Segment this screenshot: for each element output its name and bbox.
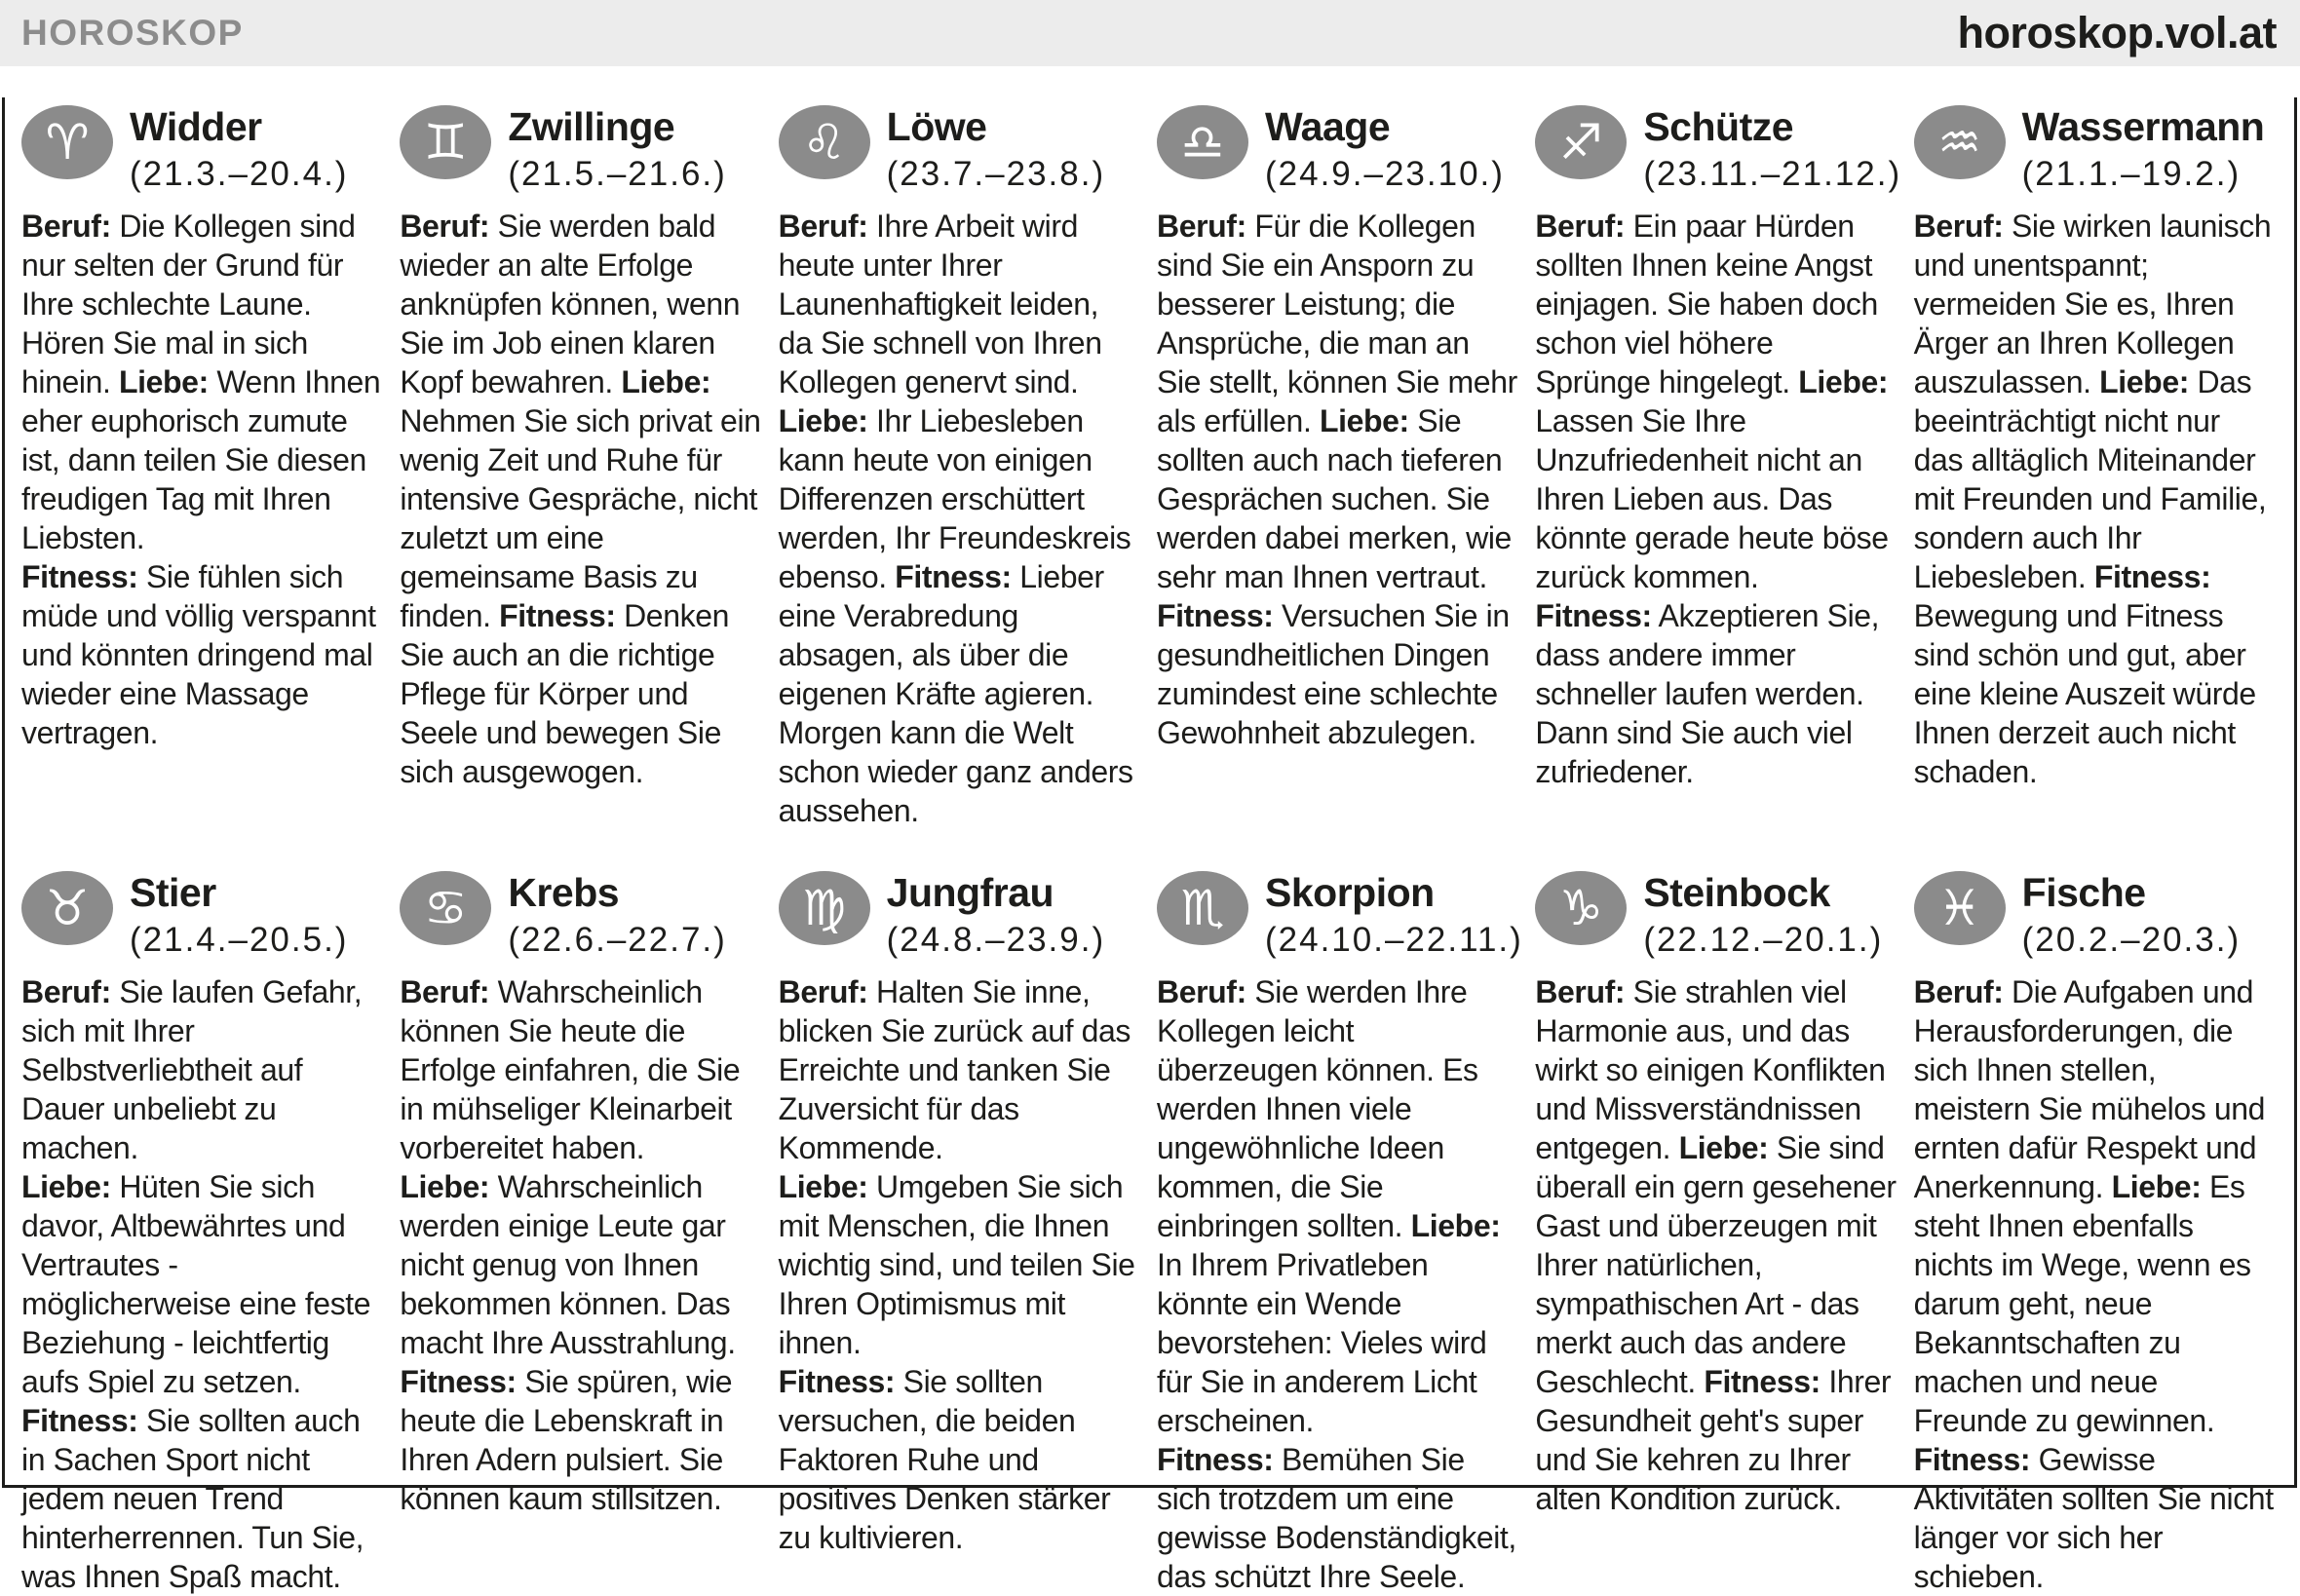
card-titles bbox=[887, 105, 1105, 194]
zodiac-symbol: ♊ bbox=[423, 114, 468, 171]
card-titles bbox=[508, 871, 726, 960]
zodiac-symbol: ♋ bbox=[423, 880, 468, 937]
horoscope-paragraph: Liebe: Hüten Sie sich davor, Altbewährtes und Vertrautes - möglicherweise eine feste Beziehung - leichtfertig aufs Spiel zu setzen. Fitness: Sie sollten auch in Sachen Sport nicht jedem neuen Trend hinterherrennen. Tun Sie, was Ihnen Spaß macht. bbox=[21, 1169, 371, 1595]
sign-dates: (21.3.–20.4.) bbox=[130, 155, 349, 194]
widder-card bbox=[21, 105, 382, 830]
card-titles bbox=[1643, 104, 1902, 194]
steinbock-card bbox=[1535, 871, 1896, 1596]
sign-dates: (24.8.–23.9.) bbox=[886, 921, 1106, 960]
horoscope-paragraph: Fitness: Sie fühlen sich müde und völlig verspannt und könnten dringend mal wieder eine Massage vertragen. bbox=[21, 559, 376, 751]
card-header bbox=[400, 871, 760, 960]
zodiac-symbol: ♍ bbox=[802, 880, 847, 937]
loewe-lion-icon bbox=[779, 105, 870, 179]
loewe-card bbox=[779, 105, 1139, 830]
card-titles bbox=[1643, 871, 1883, 960]
card-header bbox=[1914, 105, 2275, 194]
steinbock-goat-icon bbox=[1535, 871, 1627, 945]
sign-horoscope bbox=[1157, 207, 1517, 752]
horoscope-paragraph: Beruf: Ein paar Hürden sollten Ihnen keine Angst einjagen. Sie haben doch schon viel höhere Sprünge hingelegt. Liebe: Lassen Sie Ihre Unzufriedenheit nicht an Ihren Lieben aus. Das könnte gerade heute böse zurück kommen. bbox=[1535, 209, 1889, 595]
sign-dates: (21.5.–21.6.) bbox=[508, 155, 727, 194]
sign-dates: (20.2.–20.3.) bbox=[2021, 921, 2242, 960]
horoscope-paragraph: Beruf: Die Kollegen sind nur selten der Grund für Ihre schlechte Laune. Hören Sie mal in sich hinein. Liebe: Wenn Ihnen eher euphorisch zumute ist, dann teilen Sie diesen freudigen Tag mit Ihren Liebsten. bbox=[21, 209, 381, 556]
sign-dates: (22.12.–20.1.) bbox=[1643, 921, 1884, 960]
page-title: HOROSKOP bbox=[21, 13, 244, 53]
horoscope-paragraph: Beruf: Sie wirken launisch und unentspannt; vermeiden Sie es, Ihren Ärger an Ihren Kollegen auszulassen. Liebe: Das beeinträchtigt nicht nur das alltäglich Miteinander mit Freunden und Familie, sondern auch Ihr Liebesleben. Fitness: Bewegung und Fitness sind schön und gut, aber eine kleine Auszeit würde Ihnen derzeit auch nicht schaden. bbox=[1913, 209, 2272, 790]
card-header bbox=[21, 871, 382, 960]
zwillinge-twins-icon bbox=[400, 105, 491, 179]
card-header bbox=[779, 871, 1139, 960]
zodiac-grid bbox=[0, 66, 2300, 1596]
sign-name: Widder bbox=[130, 104, 262, 149]
horoscope-paragraph: Beruf: Für die Kollegen sind Sie ein Ansporn zu besserer Leistung; die Ansprüche, die man an Sie stellt, können Sie mehr als erfüllen. Liebe: Sie sollten auch nach tieferen Gesprächen suchen. Sie werden dabei merken, wie sehr man Ihnen vertraut. bbox=[1157, 209, 1517, 595]
horoscope-paragraph: Beruf: Sie werden bald wieder an alte Erfolge anknüpfen können, wenn Sie im Job einen klaren Kopf bewahren. Liebe: Nehmen Sie sich privat ein wenig Zeit und Ruhe für intensive Gespräche, nicht zuletzt um eine gemeinsame Basis zu finden. Fitness: Denken Sie auch an die richtige Pflege für Körper und Seele und bewegen Sie sich ausgewogen. bbox=[400, 209, 761, 790]
zodiac-symbol: ♌ bbox=[802, 114, 847, 171]
sign-horoscope bbox=[1914, 207, 2275, 791]
card-titles bbox=[130, 105, 348, 194]
sign-name: Jungfrau bbox=[886, 870, 1054, 916]
card-header bbox=[21, 105, 382, 194]
wassermann-card bbox=[1914, 105, 2275, 830]
horoscope-paragraph: Fitness: Sie spüren, wie heute die Lebenskraft in Ihren Adern pulsiert. Sie können kaum stillsitzen. bbox=[400, 1364, 733, 1517]
card-titles bbox=[1265, 105, 1505, 194]
zwillinge-card bbox=[400, 105, 760, 830]
zodiac-symbol: ♓ bbox=[1937, 880, 1982, 937]
sign-horoscope bbox=[1535, 207, 1896, 791]
waage-scales-icon bbox=[1157, 105, 1248, 179]
sign-dates: (24.9.–23.10.) bbox=[1265, 155, 1505, 194]
horoscope-paragraph: Beruf: Sie laufen Gefahr, sich mit Ihrer Selbstverliebtheit auf Dauer unbeliebt zu machen. bbox=[21, 974, 363, 1166]
horoscope-paragraph: Fitness: Akzeptieren Sie, dass andere immer schneller laufen werden. Dann sind Sie auch viel zufriedener. bbox=[1535, 598, 1880, 790]
zodiac-symbol: ♎ bbox=[1180, 114, 1225, 171]
stier-card bbox=[21, 871, 382, 1596]
sign-horoscope bbox=[779, 207, 1139, 830]
sign-horoscope bbox=[1914, 972, 2275, 1596]
sign-dates: (24.10.–22.11.) bbox=[1265, 921, 1523, 960]
horoscope-paragraph: Fitness: Sie sollten versuchen, die beiden Faktoren Ruhe und positives Denken stärker zu kultivieren. bbox=[778, 1364, 1111, 1556]
horoscope-paragraph: Fitness: Versuchen Sie in gesundheitlichen Dingen zumindest eine schlechte Gewohnheit abzulegen. bbox=[1157, 598, 1510, 751]
zodiac-symbol: ♑ bbox=[1558, 880, 1603, 937]
horoscope-paragraph: Fitness: Bemühen Sie sich trotzdem um eine gewisse Bodenständigkeit, das schützt Ihre Seele. bbox=[1157, 1442, 1516, 1595]
sign-dates: (23.11.–21.12.) bbox=[1643, 155, 1902, 194]
card-titles bbox=[887, 871, 1105, 960]
waage-card bbox=[1157, 105, 1517, 830]
sign-horoscope bbox=[1535, 972, 1896, 1518]
sign-name: Steinbock bbox=[1643, 870, 1830, 916]
sign-horoscope bbox=[21, 972, 382, 1596]
horoscope-paragraph: Beruf: Sie strahlen viel Harmonie aus, und das wirkt so einigen Konflikten und Missverständnissen entgegen. Liebe: Sie sind überall ein gern gesehener Gast und überzeugen mit Ihrer natürlichen, sympathischen Art - das merkt auch das andere Geschlecht. Fitness: Ihrer Gesundheit geht's super und Sie kehren zu Ihrer alten Kondition zurück. bbox=[1535, 974, 1897, 1517]
horoscope-paragraph: Beruf: Halten Sie inne, blicken Sie zurück auf das Erreichte und tanken Sie Zuversicht für das Kommende. bbox=[778, 974, 1131, 1166]
sign-name: Skorpion bbox=[1265, 870, 1435, 916]
sign-name: Zwillinge bbox=[508, 104, 675, 149]
card-titles bbox=[130, 871, 348, 960]
sign-name: Fische bbox=[2021, 870, 2146, 916]
sign-name: Löwe bbox=[886, 104, 987, 149]
jungfrau-maiden-icon bbox=[779, 871, 870, 945]
card-titles bbox=[2022, 105, 2265, 194]
fische-fish-icon bbox=[1914, 871, 2006, 945]
horoscope-paragraph: Beruf: Ihre Arbeit wird heute unter Ihrer Launenhaftigkeit leiden, da Sie schnell von Ihren Kollegen genervt sind. Liebe: Ihr Liebesleben kann heute von einigen Differenzen erschüttert werden, Ihr Freundeskreis ebenso. Fitness: Lieber eine Verabredung absagen, als über die eigenen Kräfte agieren. Morgen kann die Welt schon wieder ganz anders aussehen. bbox=[778, 209, 1133, 829]
horoscope-paragraph: Beruf: Wahrscheinlich können Sie heute die Erfolge einfahren, die Sie in mühseliger Kleinarbeit vorbereitet haben. bbox=[400, 974, 741, 1166]
krebs-card bbox=[400, 871, 760, 1596]
sign-name: Waage bbox=[1265, 104, 1391, 149]
sign-name: Stier bbox=[130, 870, 216, 916]
sign-dates: (23.7.–23.8.) bbox=[886, 155, 1106, 194]
site-url: horoskop.vol.at bbox=[1957, 8, 2277, 57]
sign-dates: (21.4.–20.5.) bbox=[130, 921, 349, 960]
sign-dates: (21.1.–19.2.) bbox=[2021, 155, 2242, 194]
card-header bbox=[779, 105, 1139, 194]
card-header bbox=[1914, 871, 2275, 960]
jungfrau-card bbox=[779, 871, 1139, 1596]
zodiac-symbol: ♏ bbox=[1180, 880, 1225, 937]
horoscope-paragraph: Beruf: Sie werden Ihre Kollegen leicht überzeugen können. Es werden Ihnen viele ungewöhnliche Ideen kommen, die Sie einbringen sollten. Liebe: In Ihrem Privatleben könnte ein Wende bevorstehen: Vieles wird für Sie in anderem Licht erscheinen. bbox=[1157, 974, 1501, 1439]
sign-name: Krebs bbox=[508, 870, 620, 916]
card-header bbox=[1157, 870, 1523, 960]
sign-horoscope bbox=[779, 972, 1139, 1557]
card-header bbox=[1535, 104, 1902, 194]
widder-ram-icon bbox=[21, 105, 113, 179]
schuetze-archer-icon bbox=[1535, 105, 1627, 179]
schuetze-card bbox=[1535, 104, 1902, 830]
sign-horoscope bbox=[21, 207, 382, 752]
stier-bull-icon bbox=[21, 871, 113, 945]
zodiac-symbol: ♐ bbox=[1558, 114, 1603, 171]
sign-name: Schütze bbox=[1643, 104, 1794, 149]
wassermann-water-bearer-icon bbox=[1914, 105, 2006, 179]
zodiac-symbol: ♉ bbox=[45, 880, 90, 937]
sign-dates: (22.6.–22.7.) bbox=[508, 921, 727, 960]
horoscope-paragraph: Liebe: Umgeben Sie sich mit Menschen, die Ihnen wichtig sind, und teilen Sie Ihren Optimismus mit ihnen. bbox=[778, 1169, 1135, 1361]
card-titles bbox=[1265, 870, 1523, 960]
skorpion-card bbox=[1157, 870, 1523, 1596]
skorpion-scorpion-icon bbox=[1157, 871, 1248, 945]
zodiac-symbol: ♒ bbox=[1937, 114, 1982, 171]
card-header bbox=[1157, 105, 1517, 194]
fische-card bbox=[1914, 871, 2275, 1596]
zodiac-symbol: ♈ bbox=[45, 114, 90, 171]
card-titles bbox=[508, 105, 726, 194]
sign-horoscope bbox=[1157, 972, 1517, 1596]
card-header bbox=[400, 105, 760, 194]
sign-name: Wassermann bbox=[2021, 104, 2265, 149]
horoscope-paragraph: Liebe: Wahrscheinlich werden einige Leute gar nicht genug von Ihnen bekommen können. Das macht Ihre Ausstrahlung. bbox=[400, 1169, 736, 1361]
card-titles bbox=[2022, 871, 2241, 960]
horoscope-paragraph: Beruf: Die Aufgaben und Herausforderungen, die sich Ihnen stellen, meistern Sie mühelos und ernten dafür Respekt und Anerkennung. Liebe: Es steht Ihnen ebenfalls nichts im Wege, wenn es darum geht, neue Bekanntschaften zu machen und neue Freunde zu gewinnen. Fitness: Gewisse Aktivitäten sollten Sie nicht länger vor sich her schieben. bbox=[1913, 974, 2274, 1595]
sign-horoscope bbox=[400, 972, 760, 1518]
page-header bbox=[0, 0, 2300, 66]
card-header bbox=[1535, 871, 1896, 960]
krebs-crab-icon bbox=[400, 871, 491, 945]
sign-horoscope bbox=[400, 207, 760, 791]
